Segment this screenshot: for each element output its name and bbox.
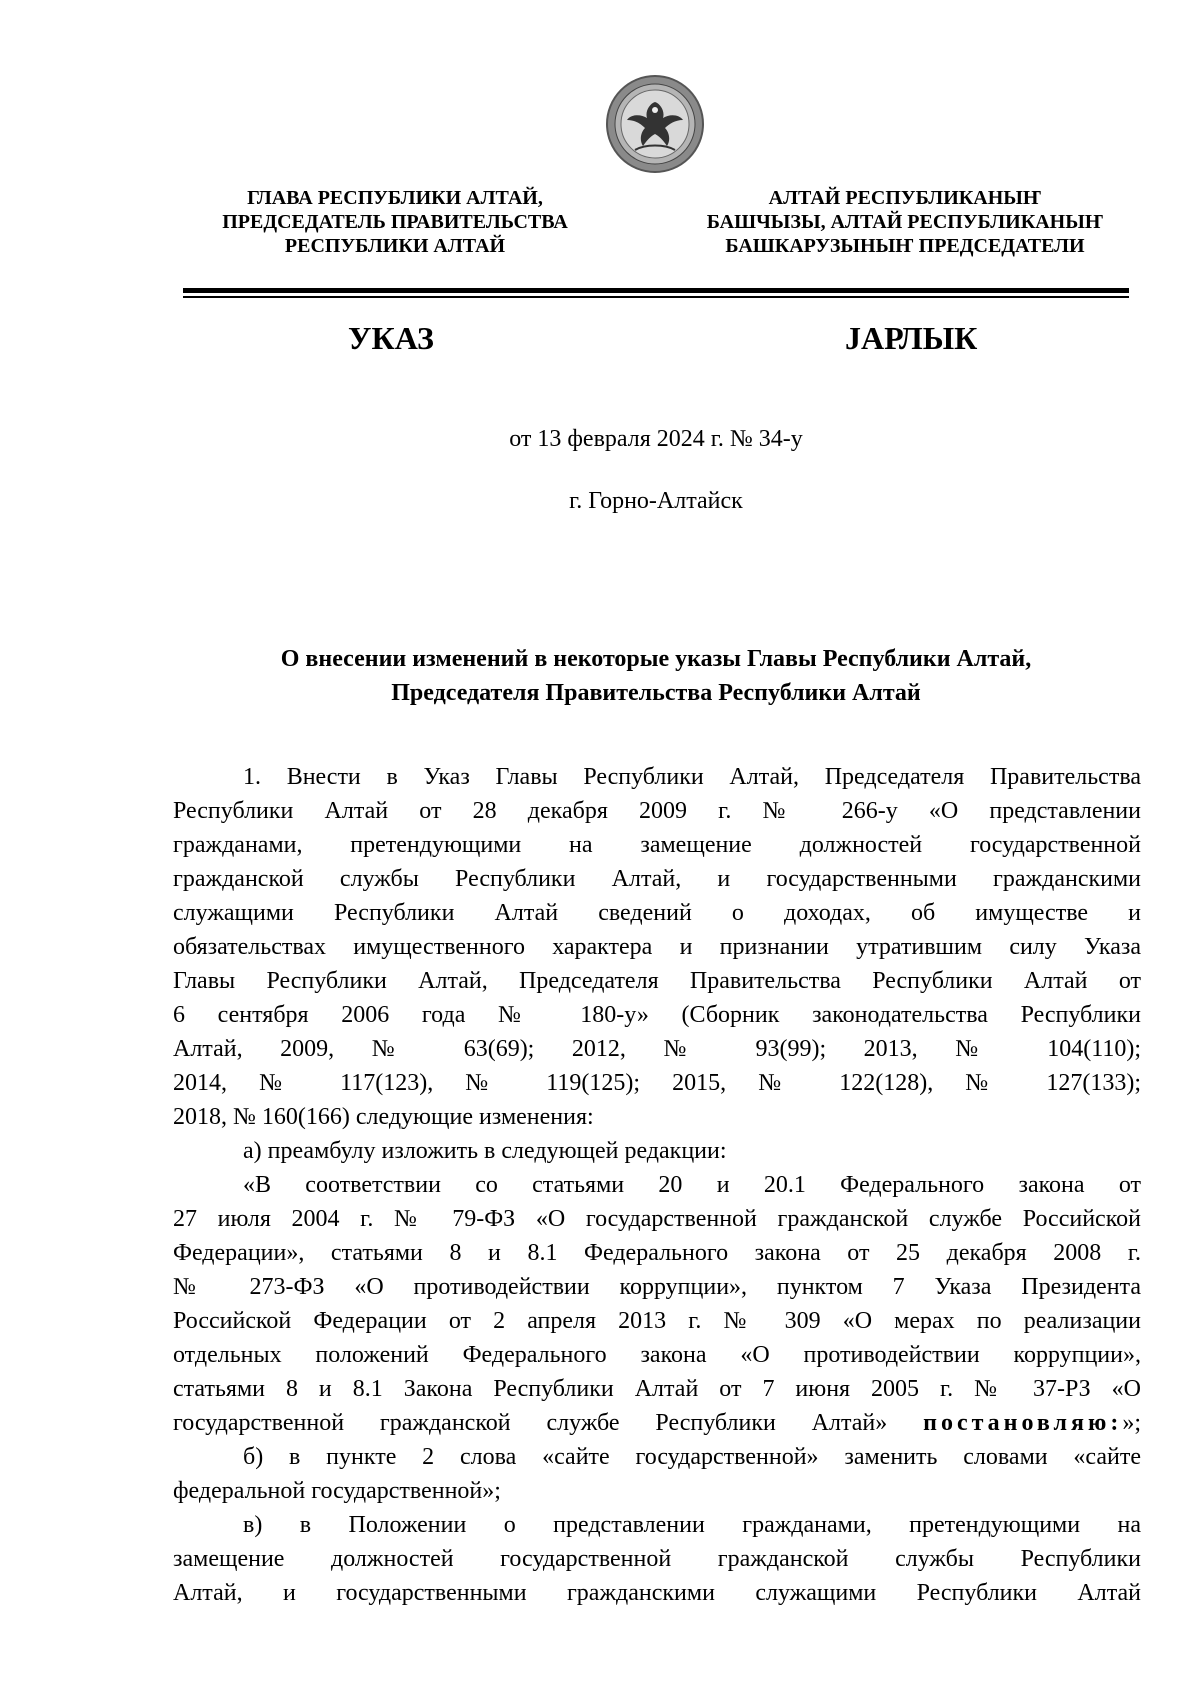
body-line: Республики Алтай от 28 декабря 2009 г. № 266-у «О представлении [173, 798, 1141, 824]
body-line: № 273-ФЗ «О противодействии коррупции», пунктом 7 Указа Президента [173, 1274, 1141, 1300]
header-right-line: АЛТАЙ РЕСПУБЛИКАНЫҤ [768, 187, 1042, 209]
doc-type-altai: ЈАРЛЫК [845, 320, 978, 356]
body-line: б) в пункте 2 слова «сайте государственной» заменить словами «сайте [243, 1444, 1141, 1470]
header-right-line: БАШКАРУЗЫНЫҤ ПРЕДСЕДАТЕЛИ [725, 235, 1085, 257]
body-line: обязательствах имущественного характера и признании утратившим силу Указа [173, 934, 1141, 960]
doc-type-russian: УКАЗ [348, 320, 434, 356]
document-date-number: от 13 февраля 2024 г. № 34-у [509, 426, 803, 452]
header-right-block [685, 186, 1125, 258]
body-line: 2018, № 160(166) следующие изменения: [173, 1104, 594, 1130]
document-title-line: О внесении изменений в некоторые указы Главы Республики Алтай, [280, 646, 1032, 672]
body-line: 6 сентября 2006 года № 180-у» (Сборник законодательства Республики [173, 1002, 1141, 1028]
altai-republic-emblem-icon [605, 74, 705, 174]
document-title-line: Председателя Правительства Республики Алтай [391, 680, 921, 706]
header-divider-thin [183, 296, 1129, 298]
body-line: 1. Внести в Указ Главы Республики Алтай, Председателя Правительства [243, 764, 1141, 790]
body-line: «В соответствии со статьями 20 и 20.1 Федерального закона от [243, 1172, 1141, 1198]
header-left-line: ГЛАВА РЕСПУБЛИКИ АЛТАЙ, [247, 187, 543, 209]
body-line: Главы Республики Алтай, Председателя Правительства Республики Алтай от [173, 968, 1141, 994]
header-divider-thick [183, 288, 1129, 293]
decree-line-suffix: »; [1122, 1410, 1141, 1436]
body-line-decree [173, 1406, 1141, 1440]
body-line: замещение должностей государственной гражданской службы Республики [173, 1546, 1141, 1572]
body-line: а) преамбулу изложить в следующей редакции: [243, 1138, 727, 1164]
decree-word: постановляю: [923, 1410, 1123, 1436]
body-line: Федерации», статьями 8 и 8.1 Федерального закона от 25 декабря 2008 г. [173, 1240, 1141, 1266]
body-line: гражданами, претендующими на замещение должностей государственной [173, 832, 1141, 858]
document-city: г. Горно-Алтайск [569, 488, 743, 514]
document-body [173, 760, 1141, 1610]
body-line: в) в Положении о представлении гражданами, претендующими на [243, 1512, 1141, 1538]
body-line: Алтай, 2009, № 63(69); 2012, № 93(99); 2013, № 104(110); [173, 1036, 1141, 1062]
body-line: 27 июля 2004 г. № 79-ФЗ «О государственной гражданской службе Российской [173, 1206, 1141, 1232]
header-left-line: РЕСПУБЛИКИ АЛТАЙ [284, 235, 506, 257]
body-line: отдельных положений Федерального закона «О противодействии коррупции», [173, 1342, 1141, 1368]
body-line: 2014, № 117(123), № 119(125); 2015, № 122(128), № 127(133); [173, 1070, 1141, 1096]
header-left-block [175, 186, 615, 258]
body-line: статьями 8 и 8.1 Закона Республики Алтай от 7 июня 2005 г. № 37-РЗ «О [173, 1376, 1141, 1402]
header-left-line: ПРЕДСЕДАТЕЛЬ ПРАВИТЕЛЬСТВА [222, 211, 568, 233]
body-line: федеральной государственной»; [173, 1478, 501, 1504]
body-line: гражданской службы Республики Алтай, и государственными гражданскими [173, 866, 1141, 892]
header-right-line: БАШЧЫЗЫ, АЛТАЙ РЕСПУБЛИКАНЫҤ [706, 211, 1104, 233]
body-line: Алтай, и государственными гражданскими служащими Республики Алтай [173, 1580, 1141, 1606]
body-line: служащими Республики Алтай сведений о доходах, об имуществе и [173, 900, 1141, 926]
decree-line-prefix: государственной гражданской службе Республики Алтай» [173, 1410, 924, 1436]
body-line: Российской Федерации от 2 апреля 2013 г. № 309 «О мерах по реализации [173, 1308, 1141, 1334]
document-title [183, 642, 1129, 710]
